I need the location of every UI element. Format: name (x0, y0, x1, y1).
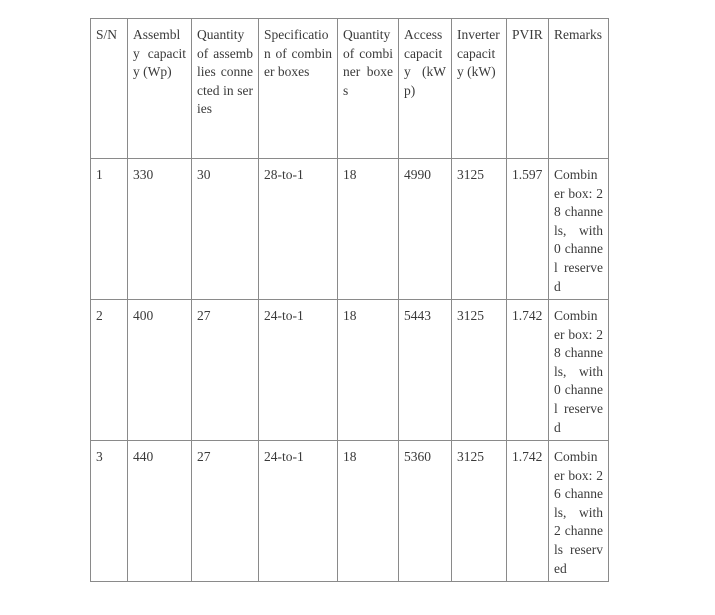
cell-assemblies-in-series: 27 (192, 300, 259, 441)
cell-combiner-specification: 24-to-1 (259, 300, 338, 441)
parameters-table (90, 18, 609, 582)
cell-assemblies-in-series: 30 (192, 159, 259, 300)
cell-sn: 2 (91, 300, 128, 441)
header-sn: S/N (91, 19, 128, 159)
header-remarks: Remarks (549, 19, 609, 159)
header-assemblies-in-series: Quantity of assemblies connected in series (192, 19, 259, 159)
cell-access-capacity: 5360 (399, 441, 452, 582)
table-row (91, 441, 609, 582)
table-row (91, 159, 609, 300)
cell-assembly-capacity: 330 (128, 159, 192, 300)
cell-inverter-capacity: 3125 (452, 441, 507, 582)
cell-remarks: Combiner box: 26 channels, with 2 channels reserved (549, 441, 609, 582)
cell-pvir: 1.597 (507, 159, 549, 300)
cell-combiner-specification: 28-to-1 (259, 159, 338, 300)
header-inverter-capacity: Inverter capacity (kW) (452, 19, 507, 159)
cell-access-capacity: 4990 (399, 159, 452, 300)
header-combiner-quantity: Quantity of combiner boxes (338, 19, 399, 159)
cell-inverter-capacity: 3125 (452, 159, 507, 300)
header-access-capacity: Access capacity (kWp) (399, 19, 452, 159)
cell-assembly-capacity: 400 (128, 300, 192, 441)
cell-remarks: Combiner box: 28 channels, with 0 channel reserved (549, 300, 609, 441)
cell-combiner-quantity: 18 (338, 159, 399, 300)
cell-pvir: 1.742 (507, 300, 549, 441)
cell-sn: 3 (91, 441, 128, 582)
cell-pvir: 1.742 (507, 441, 549, 582)
header-assembly-capacity: Assembly capacity (Wp) (128, 19, 192, 159)
table-row (91, 300, 609, 441)
cell-inverter-capacity: 3125 (452, 300, 507, 441)
cell-sn: 1 (91, 159, 128, 300)
header-pvir: PVIR (507, 19, 549, 159)
cell-combiner-quantity: 18 (338, 300, 399, 441)
cell-access-capacity: 5443 (399, 300, 452, 441)
cell-combiner-quantity: 18 (338, 441, 399, 582)
cell-assembly-capacity: 440 (128, 441, 192, 582)
header-combiner-specification: Specification of combiner boxes (259, 19, 338, 159)
cell-combiner-specification: 24-to-1 (259, 441, 338, 582)
cell-remarks: Combiner box: 28 channels, with 0 channel reserved (549, 159, 609, 300)
header-row (91, 19, 609, 159)
cell-assemblies-in-series: 27 (192, 441, 259, 582)
